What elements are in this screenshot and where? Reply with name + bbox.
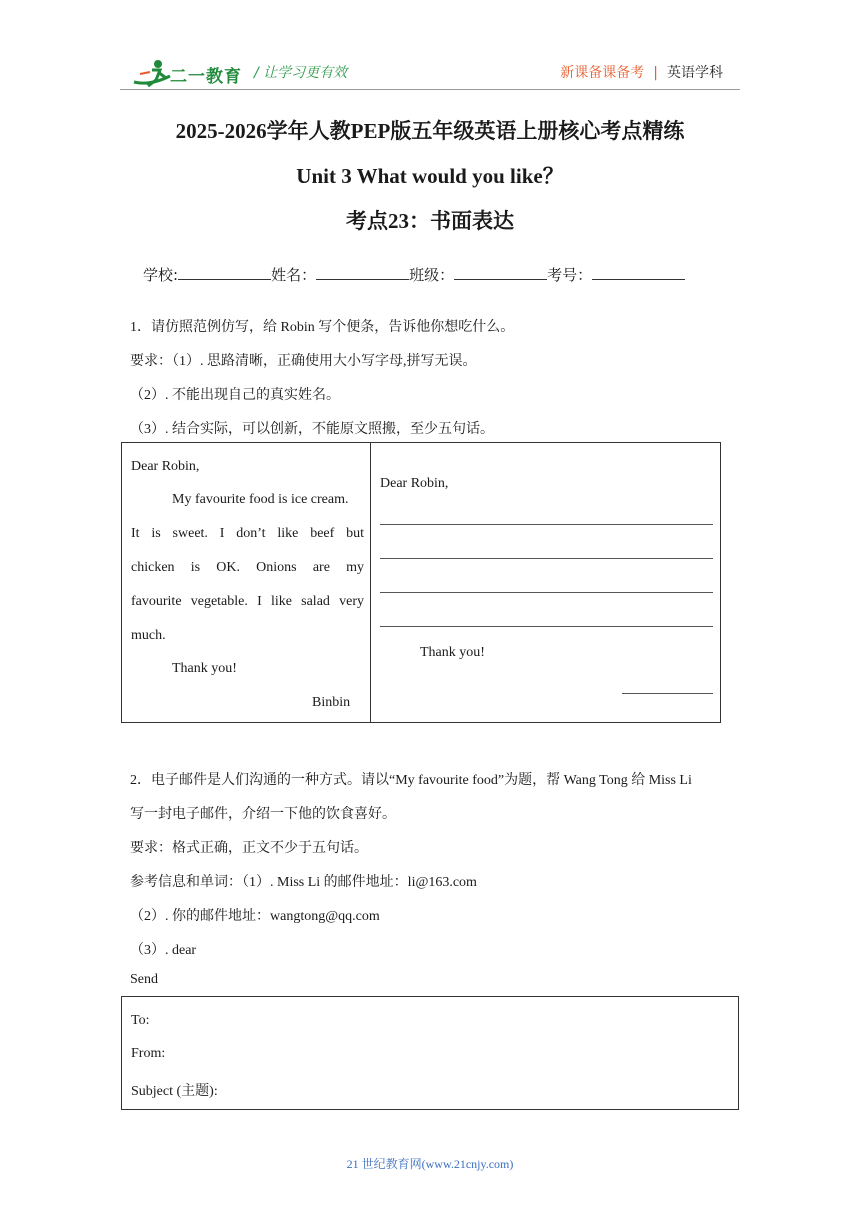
unit-title: Unit 3 What would you like？: [296, 164, 564, 188]
q1-prompt: 1．请仿照范例仿写，给 Robin 写个便条，告诉他你想吃什么。: [130, 320, 515, 335]
q2-reference-1: 参考信息和单词：（1）. Miss Li 的邮件地址：li@163.com: [130, 875, 477, 890]
header-course-label: 新课备课备考: [560, 65, 645, 81]
answer-line[interactable]: [380, 592, 713, 593]
school-label: 学校:: [143, 266, 179, 284]
q1-requirement-2: （2）. 不能出现自己的真实姓名。: [130, 388, 340, 403]
q1-requirement-3: （3）. 结合实际，可以创新，不能原文照搬，至少五句话。: [130, 422, 494, 437]
email-form: [121, 996, 739, 1110]
email-subject-field[interactable]: Subject (主题):: [131, 1084, 218, 1099]
example-line: It is sweet. I don’t like beef but: [131, 526, 364, 541]
page-title: 2025-2026学年人教PEP版五年级英语上册核心考点精练: [175, 119, 685, 143]
q2-prompt-line-2: 写一封电子邮件，介绍一下他的饮食喜好。: [130, 807, 396, 822]
logo-text: 二一教育: [170, 67, 242, 87]
header-divider: [120, 89, 740, 90]
answer-line[interactable]: [380, 558, 713, 559]
example-closing: Thank you!: [172, 661, 237, 676]
footer[interactable]: 21 世纪教育网(www.21cnjy.com): [346, 1157, 514, 1171]
q2-reference-2: （2）. 你的邮件地址：wangtong@qq.com: [130, 909, 380, 924]
exam-no-blank[interactable]: [592, 265, 685, 280]
example-line: chicken is OK. Onions are my: [131, 560, 364, 575]
name-label: 姓名：: [271, 266, 317, 284]
email-from-field[interactable]: From:: [131, 1046, 166, 1061]
topic-title: 考点23：书面表达: [346, 209, 514, 233]
header-right: [560, 62, 723, 82]
class-label: 班级：: [409, 266, 455, 284]
q2-reference-3: （3）. dear: [130, 943, 197, 958]
q1-requirement-1: 要求：（1）. 思路清晰，正确使用大小写字母,拼写无误。: [130, 354, 477, 369]
example-line: much.: [131, 628, 166, 643]
school-blank[interactable]: [178, 265, 271, 280]
q2-prompt-line-1: 2．电子邮件是人们沟通的一种方式。请以“My favourite food”为题，帮 Wang Tong 给 Miss Li: [130, 773, 692, 788]
slogan: / 让学习更有效: [254, 65, 348, 81]
header-separator: |: [653, 65, 658, 81]
exam-no-label: 考号：: [547, 266, 593, 284]
student-info: [143, 264, 685, 285]
answer-greeting: Dear Robin,: [380, 476, 449, 491]
header-subject-label: 英语学科: [667, 65, 723, 81]
example-line: favourite vegetable. I like salad very: [131, 594, 364, 609]
q1-letter-table: [121, 442, 721, 723]
table-divider: [370, 443, 371, 722]
answer-closing: Thank you!: [420, 645, 485, 660]
example-greeting: Dear Robin,: [131, 459, 200, 474]
answer-line[interactable]: [380, 626, 713, 627]
answer-signature-line[interactable]: [622, 693, 713, 694]
example-signature: Binbin: [312, 695, 351, 710]
send-label: Send: [130, 972, 158, 987]
answer-line[interactable]: [380, 524, 713, 525]
email-to-field[interactable]: To:: [131, 1013, 150, 1028]
class-blank[interactable]: [454, 265, 547, 280]
q2-requirement: 要求：格式正确，正文不少于五句话。: [130, 841, 368, 856]
name-blank[interactable]: [316, 265, 409, 280]
example-line: My favourite food is ice cream.: [172, 492, 349, 507]
